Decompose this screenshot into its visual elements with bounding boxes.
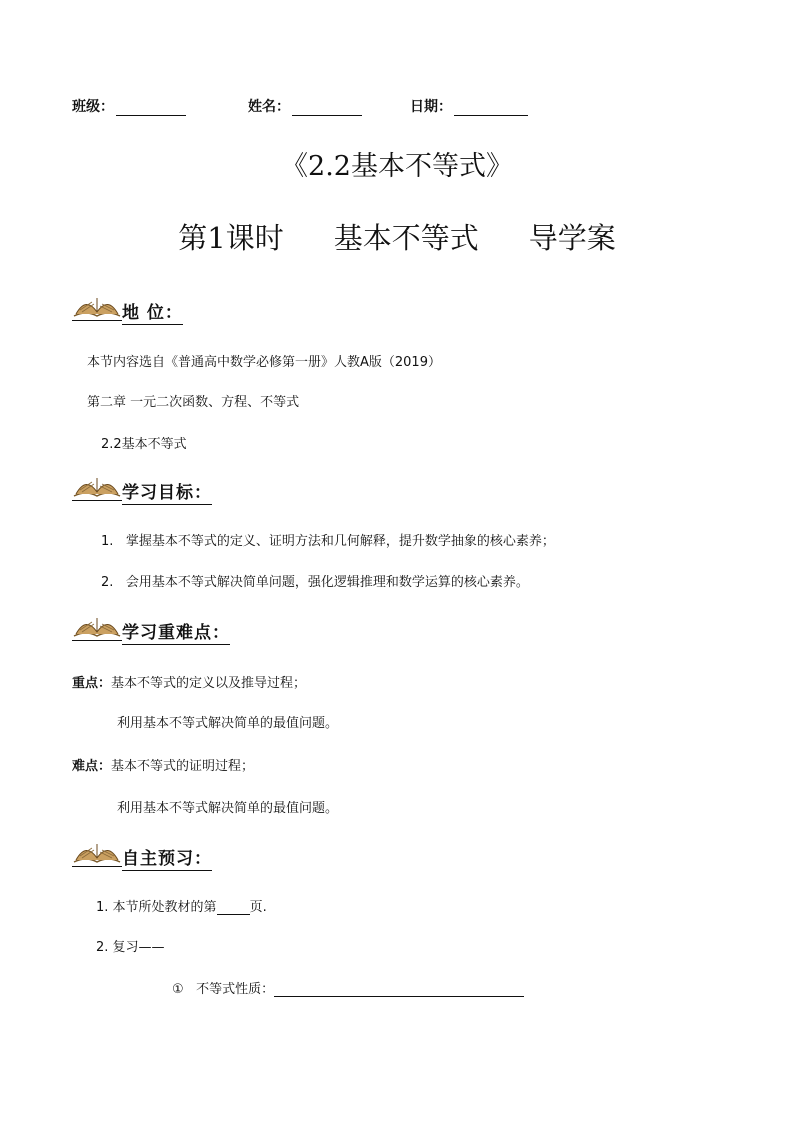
class-label: 班级： bbox=[72, 99, 114, 115]
preview-item-text-after: 页. bbox=[249, 900, 267, 915]
key-points-text: 基本不等式的定义以及推导过程； bbox=[111, 676, 307, 691]
open-book-icon bbox=[72, 610, 122, 640]
class-blank[interactable] bbox=[116, 101, 186, 116]
circled-number: ① bbox=[172, 982, 184, 997]
position-line-1: 本节内容选自《普通高中数学必修第一册》人教A版（2019） bbox=[87, 355, 441, 370]
section-position-heading bbox=[72, 290, 197, 324]
document-title: 《2.2基本不等式》 bbox=[281, 151, 513, 182]
section-position-label: 地 位： bbox=[122, 298, 183, 325]
section-difficulties-heading bbox=[72, 610, 242, 644]
section-preview-label: 自主预习： bbox=[122, 844, 212, 871]
page-number-blank[interactable] bbox=[217, 901, 250, 915]
preview-item-number: 1. bbox=[96, 900, 109, 915]
goal-item-1 bbox=[101, 530, 555, 549]
open-book-icon bbox=[72, 290, 122, 320]
goal-number: 1. bbox=[101, 534, 114, 549]
goal-item-2 bbox=[101, 571, 529, 590]
inequality-properties-blank[interactable] bbox=[274, 983, 524, 997]
heading-underline bbox=[72, 640, 122, 641]
key-points-label: 重点： bbox=[72, 676, 112, 691]
key-points-line-1 bbox=[72, 672, 306, 691]
open-book-icon bbox=[72, 836, 122, 866]
document-subtitle bbox=[0, 216, 794, 257]
preview-item-text-before: 本节所处教材的第 bbox=[112, 900, 217, 915]
preview-item-number: 2. bbox=[96, 940, 109, 955]
open-book-icon bbox=[72, 470, 122, 500]
preview-subitem-1 bbox=[172, 978, 524, 997]
date-blank[interactable] bbox=[454, 101, 528, 116]
preview-item-1 bbox=[96, 896, 267, 915]
name-blank[interactable] bbox=[292, 101, 362, 116]
key-points-line-2: 利用基本不等式解决简单的最值问题。 bbox=[117, 716, 339, 731]
heading-underline bbox=[72, 320, 122, 321]
preview-item-2 bbox=[96, 936, 165, 955]
class-field bbox=[72, 96, 186, 116]
goal-text: 掌握基本不等式的定义、证明方法和几何解释，提升数学抽象的核心素养； bbox=[125, 534, 555, 549]
heading-underline bbox=[72, 500, 122, 501]
position-line-3: 2.2基本不等式 bbox=[101, 437, 187, 452]
subtitle-topic: 基本不等式 bbox=[333, 221, 479, 255]
name-field bbox=[248, 96, 362, 116]
hard-points-label: 难点： bbox=[72, 759, 112, 774]
position-line-2: 第二章 一元二次函数、方程、不等式 bbox=[87, 395, 300, 410]
date-field bbox=[410, 96, 528, 116]
date-label: 日期： bbox=[410, 99, 452, 115]
section-preview-heading bbox=[72, 836, 217, 870]
section-difficulties-label: 学习重难点： bbox=[122, 618, 230, 645]
hard-points-text: 基本不等式的证明过程； bbox=[111, 759, 255, 774]
subtitle-lesson: 第1课时 bbox=[178, 221, 284, 255]
preview-item-text: 复习—— bbox=[112, 940, 165, 955]
section-goals-label: 学习目标： bbox=[122, 478, 212, 505]
subtitle-type: 导学案 bbox=[528, 221, 616, 255]
goal-number: 2. bbox=[101, 575, 114, 590]
hard-points-line-2: 利用基本不等式解决简单的最值问题。 bbox=[117, 801, 339, 816]
name-label: 姓名： bbox=[248, 99, 290, 115]
hard-points-line-1 bbox=[72, 755, 254, 774]
preview-subitem-text: 不等式性质： bbox=[196, 982, 275, 997]
goal-text: 会用基本不等式解决简单问题，强化逻辑推理和数学运算的核心素养。 bbox=[125, 575, 529, 590]
section-goals-heading bbox=[72, 470, 222, 504]
heading-underline bbox=[72, 866, 122, 867]
